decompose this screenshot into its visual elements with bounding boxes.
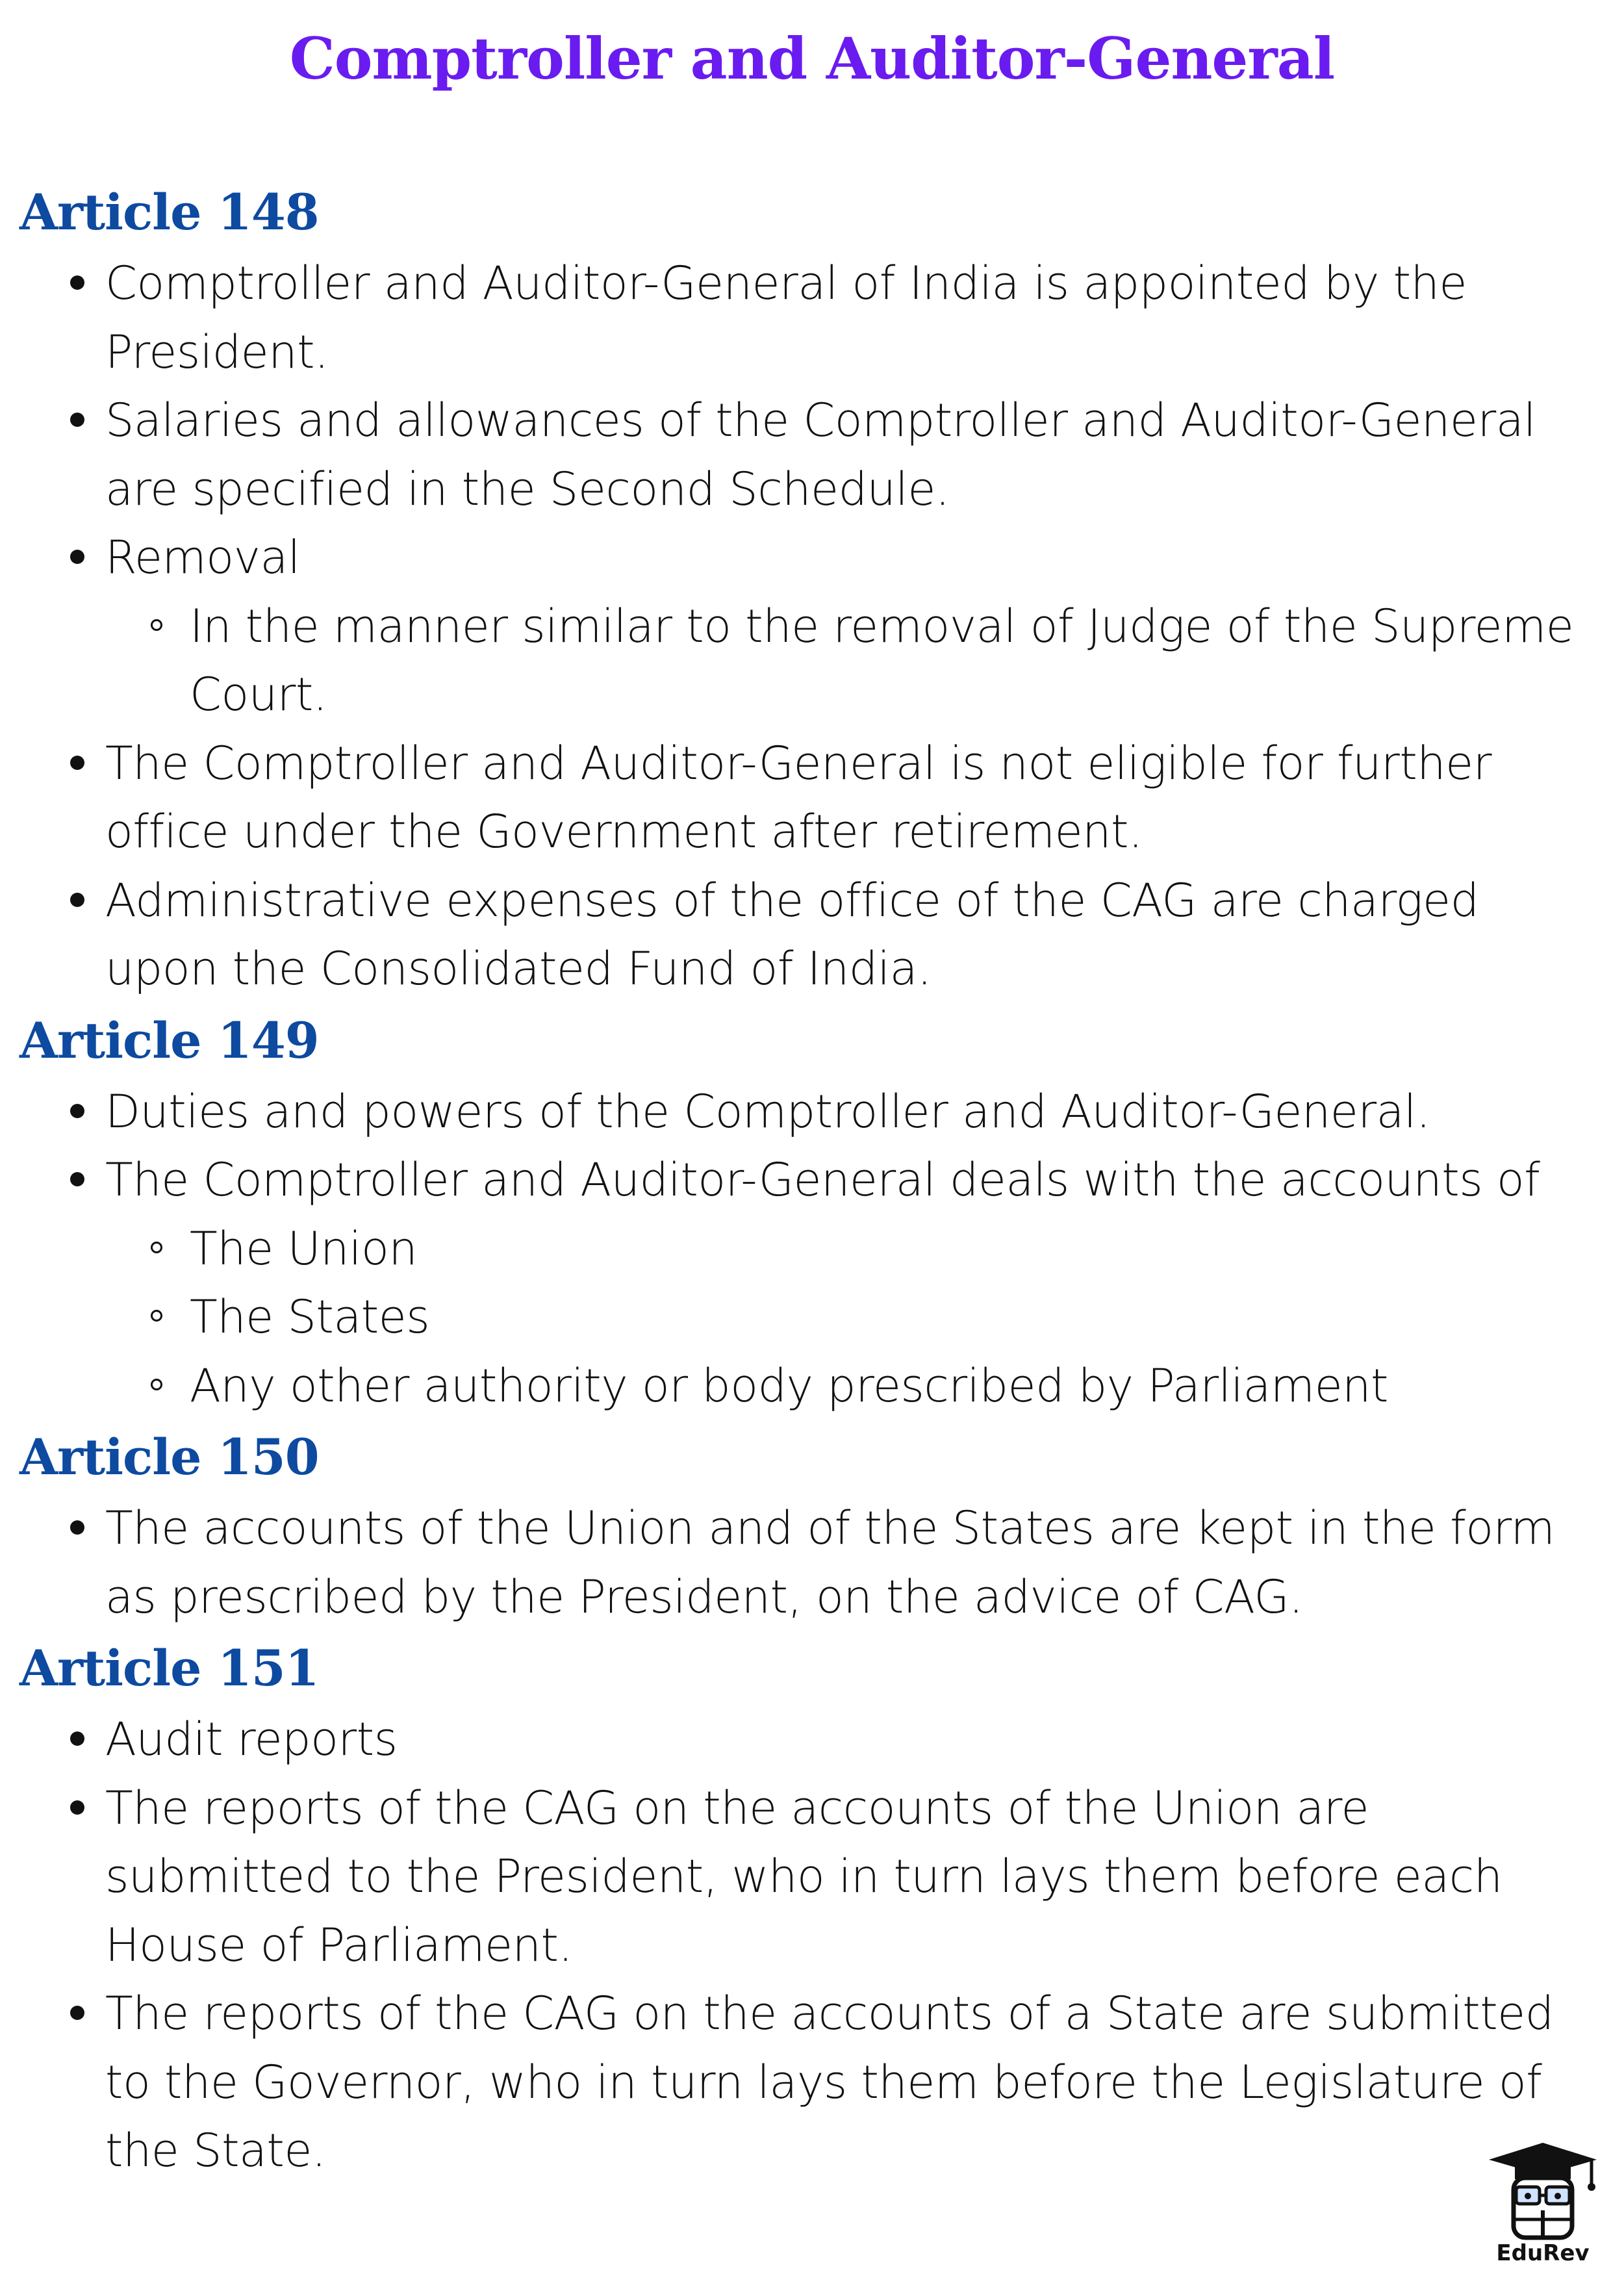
list-item [19, 1146, 1605, 1420]
bullet-icon [70, 893, 84, 907]
sub-list [105, 593, 1605, 730]
bullet-list [19, 1078, 1605, 1421]
list-item-text: The Comptroller and Auditor-General deals with the accounts of [105, 1153, 1540, 1207]
hollow-bullet-icon [151, 1242, 162, 1253]
list-item-text: The reports of the CAG on the accounts of a State are submitted to the Governor, who in turn lays them before the Legislature of the State. [105, 1987, 1554, 2177]
article-heading: Article 150 [19, 1428, 319, 1486]
list-item [19, 1494, 1605, 1631]
list-item [19, 524, 1605, 730]
bullet-icon [70, 756, 84, 770]
sub-list-item [105, 1283, 1605, 1352]
article-heading: Article 149 [19, 1011, 319, 1069]
bullet-icon [70, 1731, 84, 1746]
bullet-icon [70, 413, 84, 427]
sub-list-item [105, 1215, 1605, 1284]
sub-list-item-text: Any other authority or body prescribed by Parliament [190, 1359, 1388, 1412]
list-item [19, 249, 1605, 387]
list-item [19, 387, 1605, 524]
list-item [19, 730, 1605, 867]
list-item [19, 867, 1605, 1004]
bullet-list [19, 1494, 1605, 1631]
sub-list-item [105, 1352, 1605, 1421]
article-list [19, 175, 1605, 2186]
bullet-list [19, 1706, 1605, 2186]
list-item [19, 1078, 1605, 1147]
bullet-icon [70, 1172, 84, 1186]
edurev-logo [1481, 2138, 1605, 2268]
list-item-text: The reports of the CAG on the accounts of the Union are submitted to the President, who in turn lays them before each House of Parliament. [105, 1781, 1503, 1972]
list-item-text: Duties and powers of the Comptroller and Auditor-General. [105, 1084, 1430, 1138]
list-item [19, 1980, 1605, 2186]
article-heading: Article 151 [19, 1639, 319, 1697]
sub-list [105, 1215, 1605, 1421]
list-item-text: The accounts of the Union and of the States are kept in the form as prescribed by the President, on the advice of CAG. [105, 1501, 1555, 1624]
list-item-text: The Comptroller and Auditor-General is not eligible for further office under the Government after retirement. [105, 736, 1491, 858]
page-title: Comptroller and Auditor-General [289, 25, 1335, 92]
bullet-icon [70, 1104, 84, 1118]
list-item [19, 1774, 1605, 1980]
bullet-icon [70, 275, 84, 290]
sub-list-item-text: In the manner similar to the removal of Judge of the Supreme Court. [190, 599, 1574, 721]
sub-list-item-text: The Union [190, 1221, 418, 1275]
list-item [19, 1706, 1605, 1774]
bullet-icon [70, 1520, 84, 1535]
article-heading: Article 148 [19, 183, 319, 241]
list-item-text: Salaries and allowances of the Comptroller and Auditor-General are specified in the Second Schedule. [105, 394, 1536, 516]
list-item-text: Administrative expenses of the office of the CAG are charged upon the Consolidated Fund of India. [105, 873, 1479, 995]
list-item-text: Comptroller and Auditor-General of India is appointed by the President. [105, 257, 1467, 379]
bullet-icon [70, 550, 84, 564]
sub-list-item [105, 593, 1605, 730]
list-item-text: Removal [105, 531, 300, 584]
hollow-bullet-icon [151, 1310, 162, 1322]
graduate-mascot-icon [1481, 2138, 1605, 2242]
bullet-icon [70, 1800, 84, 1815]
bullet-icon [70, 2006, 84, 2020]
bullet-list [19, 249, 1605, 1004]
hollow-bullet-icon [151, 619, 162, 631]
sub-list-item-text: The States [190, 1290, 430, 1344]
logo-text: EduRev [1496, 2240, 1590, 2266]
list-item-text: Audit reports [105, 1713, 398, 1766]
hollow-bullet-icon [151, 1379, 162, 1390]
